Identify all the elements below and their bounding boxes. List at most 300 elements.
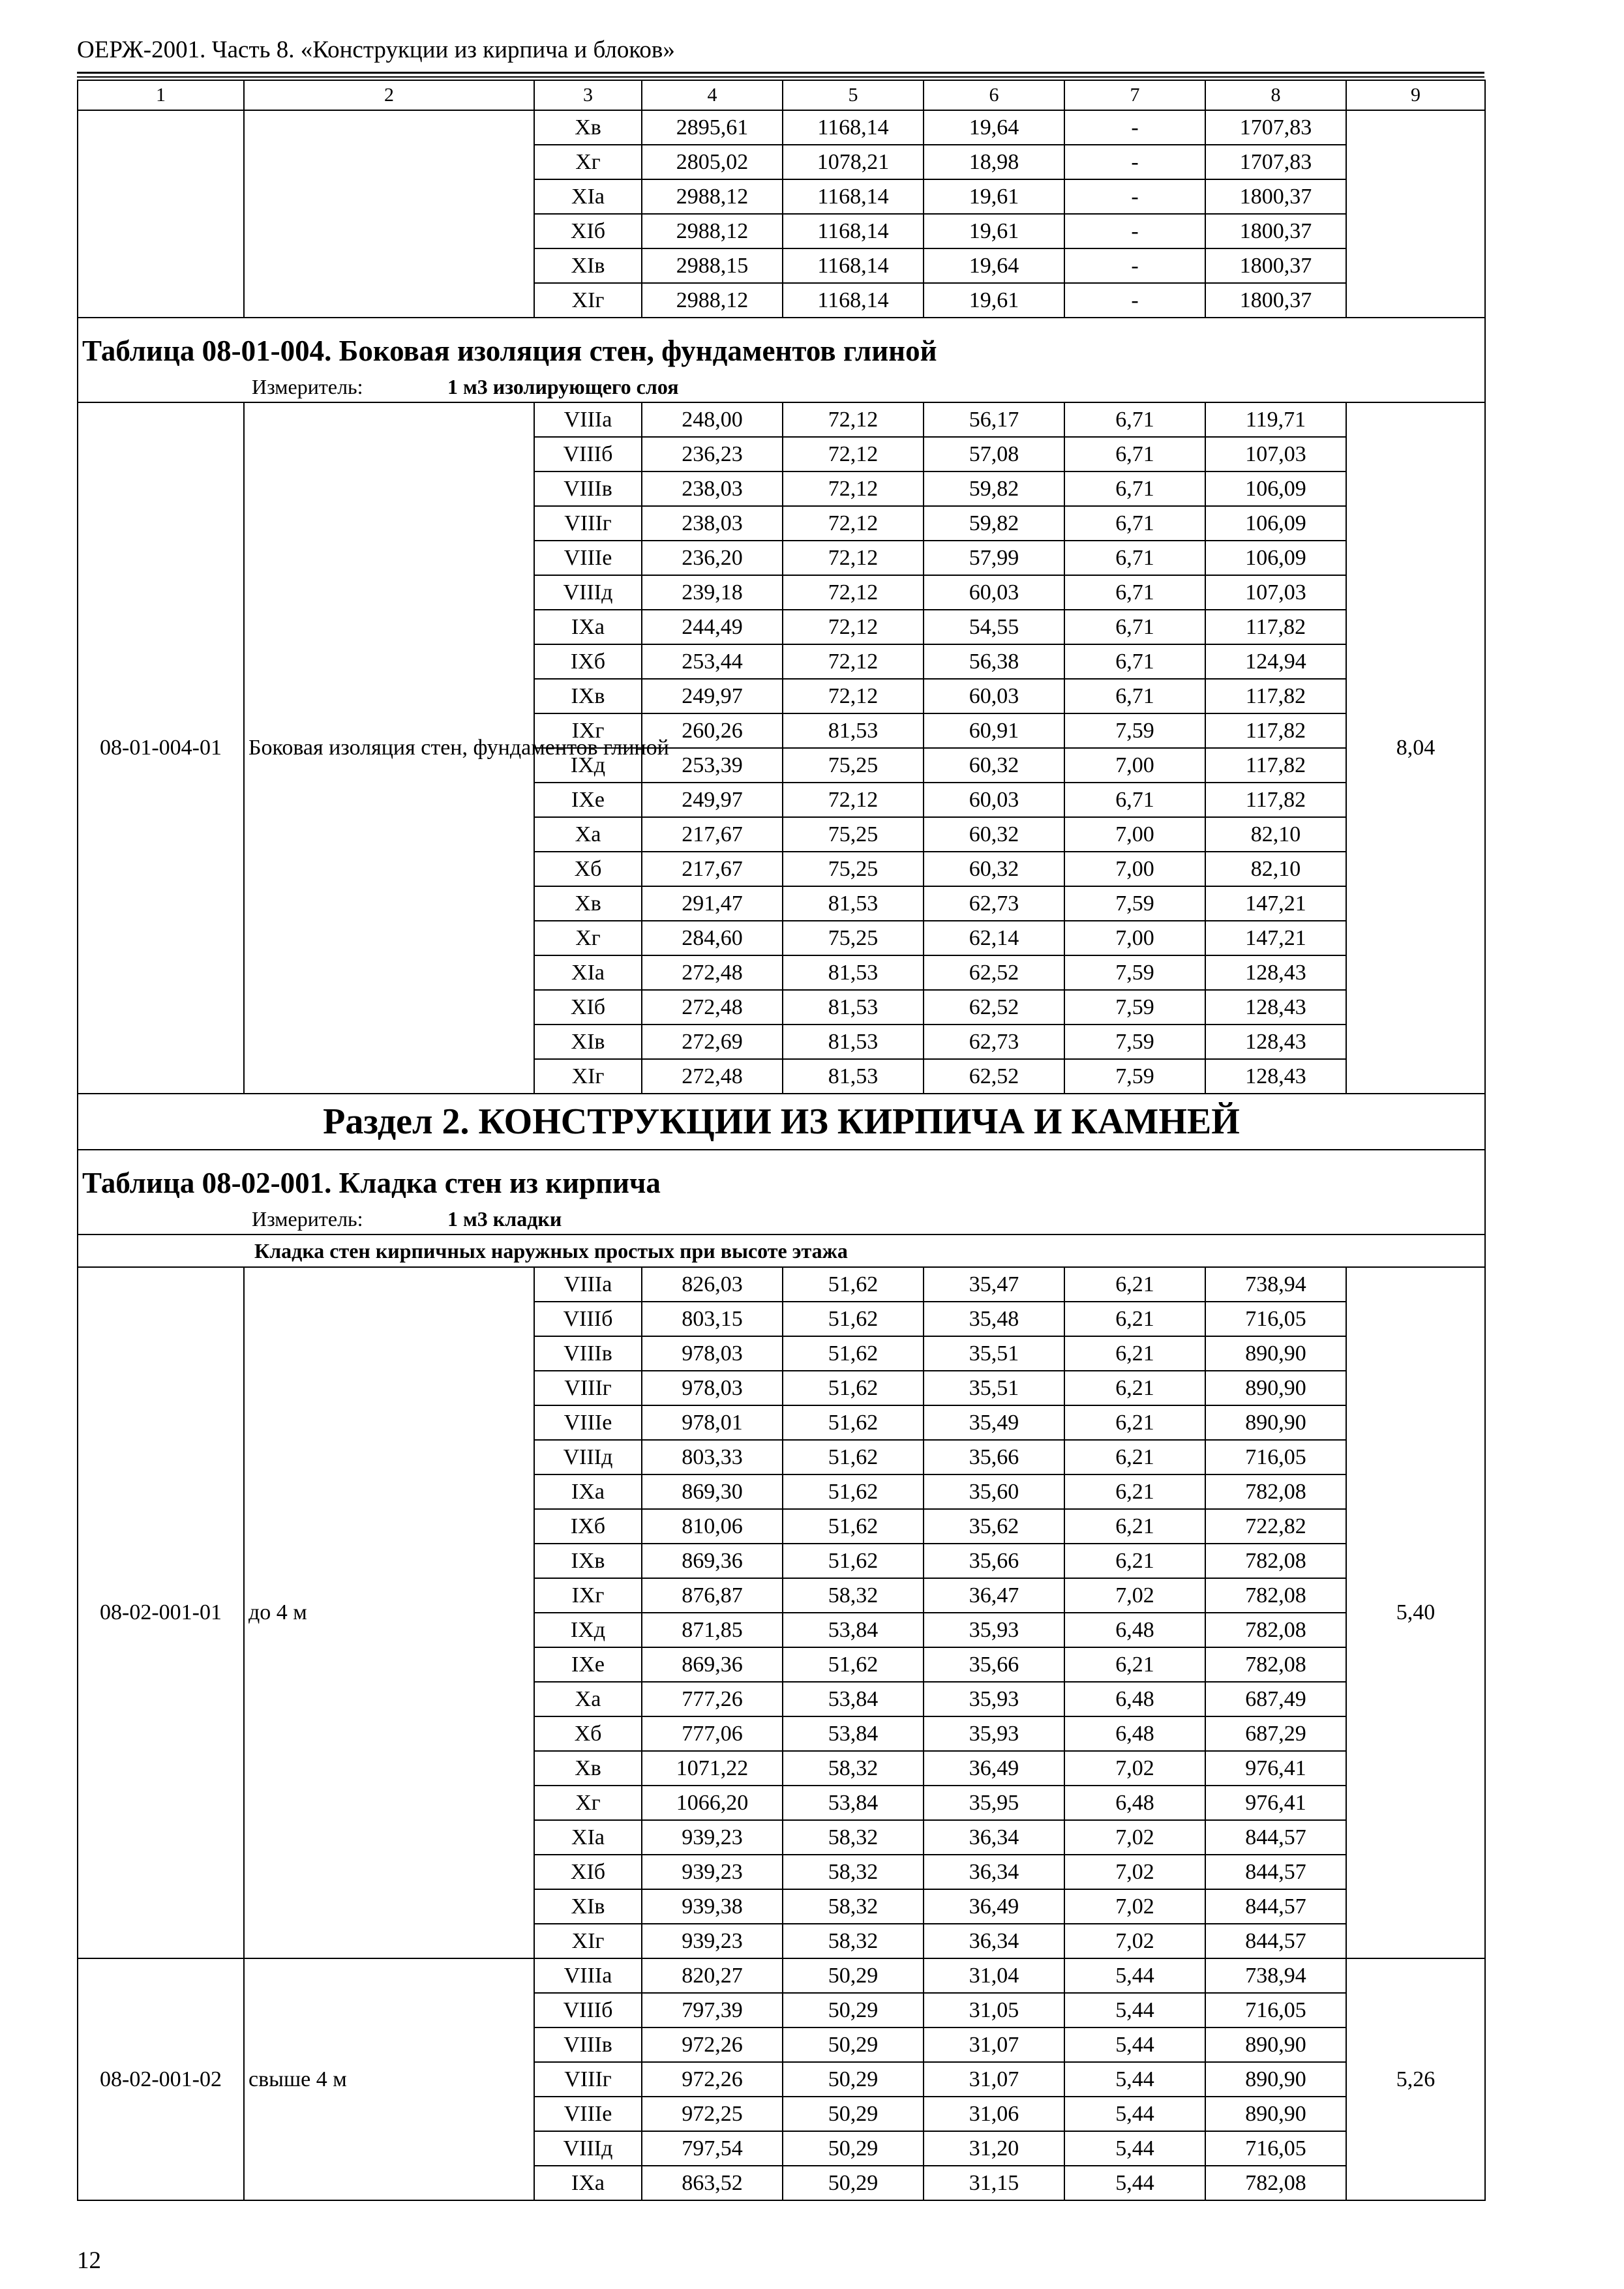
table-cell: 56,38 — [924, 644, 1064, 679]
unit-cell — [78, 372, 1485, 402]
table-cell: 31,15 — [924, 2166, 1064, 2200]
table-cell: 75,25 — [783, 852, 924, 886]
item-name-cell: до 4 м — [244, 1267, 534, 1958]
table-cell: 978,03 — [642, 1336, 783, 1371]
table-cell: 249,97 — [642, 679, 783, 713]
unit-label: Измеритель: — [252, 374, 363, 398]
table-cell: 75,25 — [783, 748, 924, 783]
table-cell: 978,01 — [642, 1405, 783, 1440]
table-cell: 803,33 — [642, 1440, 783, 1474]
table-cell: VIIIа — [534, 1267, 642, 1302]
table-cell: 217,67 — [642, 817, 783, 852]
table-cell: 7,02 — [1064, 1924, 1205, 1958]
table-cell: 72,12 — [783, 575, 924, 610]
table-cell: 82,10 — [1205, 817, 1346, 852]
table-cell: 972,26 — [642, 2062, 783, 2097]
table-cell: 54,55 — [924, 610, 1064, 644]
table-cell: 19,61 — [924, 283, 1064, 318]
item-code-cell: 08-02-001-02 — [78, 1958, 244, 2200]
table-cell: 797,39 — [642, 1993, 783, 2027]
table-cell: 7,00 — [1064, 852, 1205, 886]
table-cell: 35,95 — [924, 1786, 1064, 1820]
table-cell: 31,07 — [924, 2027, 1064, 2062]
table-cell: 31,05 — [924, 1993, 1064, 2027]
table-cell: VIIIг — [534, 2062, 642, 2097]
table-cell: 60,32 — [924, 817, 1064, 852]
table-cell: 60,03 — [924, 679, 1064, 713]
table-cell: Ха — [534, 1682, 642, 1716]
table-cell: 7,00 — [1064, 817, 1205, 852]
table-cell: 5,44 — [1064, 1958, 1205, 1993]
table-cell: Хг — [534, 145, 642, 179]
table-cell: VIIIа — [534, 1958, 642, 1993]
table-cell: 1800,37 — [1205, 283, 1346, 318]
table-cell: 722,82 — [1205, 1509, 1346, 1544]
table-title-row — [78, 318, 1485, 372]
table-cell: 972,25 — [642, 2097, 783, 2131]
table-cell: 62,52 — [924, 1059, 1064, 1094]
table-cell: 238,03 — [642, 506, 783, 541]
table-cell: 35,66 — [924, 1544, 1064, 1578]
table-cell: 782,08 — [1205, 1647, 1346, 1682]
table-cell: 6,21 — [1064, 1302, 1205, 1336]
table-cell: 128,43 — [1205, 1025, 1346, 1059]
table-cell: 60,91 — [924, 713, 1064, 748]
table-cell: 75,25 — [783, 817, 924, 852]
item-code-cell: 08-01-004-01 — [78, 402, 244, 1094]
col9-cell: 8,04 — [1346, 402, 1485, 1094]
table-cell: 6,48 — [1064, 1716, 1205, 1751]
table-cell: 782,08 — [1205, 1613, 1346, 1647]
table-cell: 7,02 — [1064, 1578, 1205, 1613]
table-cell: 253,39 — [642, 748, 783, 783]
table-cell: 6,21 — [1064, 1405, 1205, 1440]
rates-table-body — [78, 80, 1485, 2200]
table-cell: 890,90 — [1205, 1405, 1346, 1440]
table-cell: 7,00 — [1064, 921, 1205, 955]
table-cell: 2988,12 — [642, 214, 783, 248]
table-cell: 35,66 — [924, 1647, 1064, 1682]
item-code-cell: 08-02-001-01 — [78, 1267, 244, 1958]
table-cell: 117,82 — [1205, 783, 1346, 817]
table-cell: 53,84 — [783, 1716, 924, 1751]
table-cell: 939,23 — [642, 1924, 783, 1958]
table-cell: 939,23 — [642, 1855, 783, 1889]
table-cell: 1078,21 — [783, 145, 924, 179]
unit-row — [78, 372, 1485, 402]
table-cell: 51,62 — [783, 1302, 924, 1336]
table-cell: 820,27 — [642, 1958, 783, 1993]
table-cell: 53,84 — [783, 1786, 924, 1820]
table-cell: 844,57 — [1205, 1855, 1346, 1889]
table-cell: 51,62 — [783, 1371, 924, 1405]
table-cell: 6,71 — [1064, 471, 1205, 506]
table-cell: 7,02 — [1064, 1751, 1205, 1786]
table-cell: 260,26 — [642, 713, 783, 748]
table-cell: VIIIв — [534, 1336, 642, 1371]
table-cell: 6,71 — [1064, 437, 1205, 471]
table-cell: 976,41 — [1205, 1786, 1346, 1820]
table-cell: 72,12 — [783, 437, 924, 471]
table-cell: VIIIд — [534, 575, 642, 610]
table-cell: 128,43 — [1205, 1059, 1346, 1094]
table-cell: VIIIв — [534, 471, 642, 506]
table-cell: 36,49 — [924, 1751, 1064, 1786]
table-cell: 7,59 — [1064, 886, 1205, 921]
table-cell: 272,48 — [642, 1059, 783, 1094]
table-cell: 72,12 — [783, 471, 924, 506]
table-cell: ХIа — [534, 1820, 642, 1855]
table-cell: 51,62 — [783, 1440, 924, 1474]
table-cell: 82,10 — [1205, 852, 1346, 886]
table-cell: 291,47 — [642, 886, 783, 921]
table-cell: 58,32 — [783, 1820, 924, 1855]
table-cell: 1707,83 — [1205, 145, 1346, 179]
table-cell: 124,94 — [1205, 644, 1346, 679]
table-cell: 35,93 — [924, 1716, 1064, 1751]
table-cell: 128,43 — [1205, 955, 1346, 990]
table-cell: 36,34 — [924, 1820, 1064, 1855]
item-name-cell: Боковая изоляция стен, фундаментов глиной — [244, 402, 534, 1094]
table-cell: 51,62 — [783, 1336, 924, 1371]
column-number: 7 — [1064, 80, 1205, 110]
table-cell: 53,84 — [783, 1682, 924, 1716]
table-cell: 35,48 — [924, 1302, 1064, 1336]
table-cell: 59,82 — [924, 506, 1064, 541]
table-cell: 1707,83 — [1205, 110, 1346, 145]
table-cell: 777,26 — [642, 1682, 783, 1716]
table-cell: 106,09 — [1205, 506, 1346, 541]
item-name-cell: свыше 4 м — [244, 1958, 534, 2200]
table-cell: 716,05 — [1205, 1440, 1346, 1474]
table-cell: 6,71 — [1064, 402, 1205, 437]
table-cell: 31,07 — [924, 2062, 1064, 2097]
table-cell: 5,44 — [1064, 2027, 1205, 2062]
table-cell: 844,57 — [1205, 1820, 1346, 1855]
table-cell: IХа — [534, 610, 642, 644]
table-cell: 51,62 — [783, 1405, 924, 1440]
table-cell: 782,08 — [1205, 1544, 1346, 1578]
table-cell: Хг — [534, 921, 642, 955]
table-cell: 58,32 — [783, 1751, 924, 1786]
table-cell: 716,05 — [1205, 1993, 1346, 2027]
table-cell: 890,90 — [1205, 2062, 1346, 2097]
table-cell: 782,08 — [1205, 1578, 1346, 1613]
table-cell: 1071,22 — [642, 1751, 783, 1786]
table-cell: ХIб — [534, 1855, 642, 1889]
table-cell: 1168,14 — [783, 248, 924, 283]
table-cell: 869,30 — [642, 1474, 783, 1509]
table-cell: - — [1064, 248, 1205, 283]
table-cell: 117,82 — [1205, 610, 1346, 644]
table-cell: 7,59 — [1064, 955, 1205, 990]
column-number: 6 — [924, 80, 1064, 110]
table-cell: 869,36 — [642, 1544, 783, 1578]
table-cell: 217,67 — [642, 852, 783, 886]
table-cell: 35,93 — [924, 1613, 1064, 1647]
table-cell: 58,32 — [783, 1889, 924, 1924]
table-cell: 19,61 — [924, 214, 1064, 248]
table-cell: IХб — [534, 1509, 642, 1544]
table-cell: 72,12 — [783, 679, 924, 713]
table-cell: 244,49 — [642, 610, 783, 644]
table-cell: 869,36 — [642, 1647, 783, 1682]
table-row — [78, 1958, 1485, 1993]
table-cell: 147,21 — [1205, 921, 1346, 955]
table-cell: 1168,14 — [783, 283, 924, 318]
table-cell: 236,20 — [642, 541, 783, 575]
table-cell: 238,03 — [642, 471, 783, 506]
subheading-row — [78, 1234, 1485, 1267]
table-cell: 7,59 — [1064, 1059, 1205, 1094]
column-number: 5 — [783, 80, 924, 110]
table-cell: 797,54 — [642, 2131, 783, 2166]
table-cell: 35,93 — [924, 1682, 1064, 1716]
table-cell: ХIв — [534, 1025, 642, 1059]
table-cell: 1800,37 — [1205, 214, 1346, 248]
table-cell: IХг — [534, 713, 642, 748]
table-cell: 35,62 — [924, 1509, 1064, 1544]
table-cell: 976,41 — [1205, 1751, 1346, 1786]
table-cell: 59,82 — [924, 471, 1064, 506]
table-cell: 236,23 — [642, 437, 783, 471]
table-cell: 844,57 — [1205, 1889, 1346, 1924]
col9-cell: 5,40 — [1346, 1267, 1485, 1958]
header-rule — [77, 72, 1484, 74]
table-cell: IХе — [534, 1647, 642, 1682]
table-cell: 75,25 — [783, 921, 924, 955]
table-title-row — [78, 1150, 1485, 1204]
table-cell: 31,06 — [924, 2097, 1064, 2131]
table-cell: 128,43 — [1205, 990, 1346, 1025]
table-cell: 19,64 — [924, 110, 1064, 145]
table-cell: 6,21 — [1064, 1267, 1205, 1302]
table-cell: Хб — [534, 1716, 642, 1751]
table-cell: 72,12 — [783, 783, 924, 817]
table-cell: 810,06 — [642, 1509, 783, 1544]
table-cell: 53,84 — [783, 1613, 924, 1647]
table-cell: 5,44 — [1064, 2097, 1205, 2131]
table-cell: 1168,14 — [783, 179, 924, 214]
table-cell: 716,05 — [1205, 1302, 1346, 1336]
table-cell: 7,02 — [1064, 1855, 1205, 1889]
page-number: 12 — [77, 2247, 101, 2274]
table-cell: 19,64 — [924, 248, 1064, 283]
table-cell: ХIг — [534, 283, 642, 318]
table-cell: VIIIб — [534, 1993, 642, 2027]
table-cell: 117,82 — [1205, 748, 1346, 783]
table-cell: Хв — [534, 110, 642, 145]
table-cell: 890,90 — [1205, 1371, 1346, 1405]
unit-value: 1 м3 кладки — [447, 1206, 562, 1231]
table-cell: VIIIд — [534, 2131, 642, 2166]
table-cell: 272,69 — [642, 1025, 783, 1059]
empty-cell — [78, 110, 244, 318]
column-number: 4 — [642, 80, 783, 110]
table-cell: 119,71 — [1205, 402, 1346, 437]
table-cell: 6,71 — [1064, 679, 1205, 713]
table-cell: 35,51 — [924, 1336, 1064, 1371]
table-cell: 57,99 — [924, 541, 1064, 575]
unit-cell — [78, 1204, 1485, 1234]
table-cell: 6,21 — [1064, 1509, 1205, 1544]
table-cell: 72,12 — [783, 541, 924, 575]
table-cell: 51,62 — [783, 1509, 924, 1544]
table-cell: 57,08 — [924, 437, 1064, 471]
table-cell: - — [1064, 283, 1205, 318]
table-cell: 62,14 — [924, 921, 1064, 955]
column-number: 8 — [1205, 80, 1346, 110]
table-cell: 107,03 — [1205, 575, 1346, 610]
table-cell: 51,62 — [783, 1474, 924, 1509]
table-cell: 6,48 — [1064, 1786, 1205, 1820]
table-cell: 2895,61 — [642, 110, 783, 145]
table-cell: 107,03 — [1205, 437, 1346, 471]
table-cell: 50,29 — [783, 2097, 924, 2131]
table-cell: 5,44 — [1064, 2062, 1205, 2097]
table-cell: 117,82 — [1205, 713, 1346, 748]
table-row — [78, 1267, 1485, 1302]
table-cell: IХа — [534, 1474, 642, 1509]
table-cell: 844,57 — [1205, 1924, 1346, 1958]
table-cell: 60,03 — [924, 783, 1064, 817]
table-cell: 50,29 — [783, 1958, 924, 1993]
table-cell: 51,62 — [783, 1647, 924, 1682]
table-cell: 6,71 — [1064, 541, 1205, 575]
table-cell: 6,21 — [1064, 1544, 1205, 1578]
table-row — [78, 402, 1485, 437]
table-cell: 6,71 — [1064, 506, 1205, 541]
table-cell: 60,32 — [924, 852, 1064, 886]
table-cell: 890,90 — [1205, 2027, 1346, 2062]
table-cell: 147,21 — [1205, 886, 1346, 921]
table-cell: 716,05 — [1205, 2131, 1346, 2166]
rates-table — [77, 80, 1486, 2201]
table-cell: 72,12 — [783, 506, 924, 541]
table-cell: 876,87 — [642, 1578, 783, 1613]
table-cell: 56,17 — [924, 402, 1064, 437]
table-cell: VIIIе — [534, 2097, 642, 2131]
table-cell: 6,71 — [1064, 575, 1205, 610]
page-header: ОЕРЖ-2001. Часть 8. «Конструкции из кирпича и блоков» — [77, 37, 675, 63]
table-cell: VIIIе — [534, 541, 642, 575]
table-cell: 36,34 — [924, 1855, 1064, 1889]
table-cell: 19,61 — [924, 179, 1064, 214]
table-cell: 687,29 — [1205, 1716, 1346, 1751]
table-cell: Хв — [534, 886, 642, 921]
table-cell: 972,26 — [642, 2027, 783, 2062]
table-cell: 31,20 — [924, 2131, 1064, 2166]
table-cell: IХе — [534, 783, 642, 817]
table-cell: IХг — [534, 1578, 642, 1613]
table-cell: IХд — [534, 748, 642, 783]
table-cell: IХб — [534, 644, 642, 679]
table-cell: 62,73 — [924, 1025, 1064, 1059]
table-cell: VIIIа — [534, 402, 642, 437]
table-cell: 106,09 — [1205, 471, 1346, 506]
table-cell: VIIIе — [534, 1405, 642, 1440]
table-cell: Хб — [534, 852, 642, 886]
table-cell: ХIг — [534, 1059, 642, 1094]
table-cell: 18,98 — [924, 145, 1064, 179]
table-cell: 81,53 — [783, 886, 924, 921]
header-rule-thin — [77, 76, 1484, 78]
table-cell: 777,06 — [642, 1716, 783, 1751]
column-number: 9 — [1346, 80, 1485, 110]
table-cell: 939,23 — [642, 1820, 783, 1855]
unit-value: 1 м3 изолирующего слоя — [447, 374, 679, 398]
table-cell: 60,32 — [924, 748, 1064, 783]
table-cell: 117,82 — [1205, 679, 1346, 713]
subheading: Кладка стен кирпичных наружных простых при высоте этажа — [78, 1234, 1485, 1267]
empty-cell — [244, 110, 534, 318]
table-cell: 81,53 — [783, 1025, 924, 1059]
table-cell: 2988,12 — [642, 179, 783, 214]
table-cell: 72,12 — [783, 402, 924, 437]
table-title: Таблица 08-01-004. Боковая изоляция стен, фундаментов глиной — [78, 318, 1485, 372]
table-cell: 803,15 — [642, 1302, 783, 1336]
table-cell: 6,71 — [1064, 644, 1205, 679]
table-cell: 7,59 — [1064, 990, 1205, 1025]
table-cell: VIIIд — [534, 1440, 642, 1474]
table-cell: 62,52 — [924, 955, 1064, 990]
section-title: Раздел 2. КОНСТРУКЦИИ ИЗ КИРПИЧА И КАМНЕЙ — [78, 1094, 1485, 1150]
table-cell: 5,44 — [1064, 2131, 1205, 2166]
table-cell: 6,21 — [1064, 1474, 1205, 1509]
table-cell: 6,71 — [1064, 783, 1205, 817]
table-cell: - — [1064, 145, 1205, 179]
table-cell: IХв — [534, 1544, 642, 1578]
table-cell: 50,29 — [783, 1993, 924, 2027]
table-cell: 36,47 — [924, 1578, 1064, 1613]
table-cell: ХIб — [534, 990, 642, 1025]
table-cell: 35,51 — [924, 1371, 1064, 1405]
table-cell: Хв — [534, 1751, 642, 1786]
table-cell: 6,21 — [1064, 1647, 1205, 1682]
table-cell: 7,02 — [1064, 1889, 1205, 1924]
table-cell: 35,60 — [924, 1474, 1064, 1509]
unit-label: Измеритель: — [252, 1206, 363, 1231]
table-cell: 284,60 — [642, 921, 783, 955]
table-cell: 687,49 — [1205, 1682, 1346, 1716]
table-cell: 738,94 — [1205, 1267, 1346, 1302]
table-cell: 60,03 — [924, 575, 1064, 610]
table-cell: 7,59 — [1064, 1025, 1205, 1059]
section-heading-row — [78, 1094, 1485, 1150]
table-cell: 939,38 — [642, 1889, 783, 1924]
table-cell: 6,21 — [1064, 1371, 1205, 1405]
table-cell: IХв — [534, 679, 642, 713]
table-cell: 81,53 — [783, 990, 924, 1025]
table-cell: 72,12 — [783, 644, 924, 679]
table-cell: 81,53 — [783, 713, 924, 748]
table-cell: ХIв — [534, 248, 642, 283]
table-cell: 58,32 — [783, 1578, 924, 1613]
table-cell: 253,44 — [642, 644, 783, 679]
table-cell: 62,52 — [924, 990, 1064, 1025]
table-cell: 50,29 — [783, 2062, 924, 2097]
table-cell: 6,48 — [1064, 1613, 1205, 1647]
table-cell: 72,12 — [783, 610, 924, 644]
column-number: 3 — [534, 80, 642, 110]
table-cell: 782,08 — [1205, 1474, 1346, 1509]
table-cell: ХIа — [534, 955, 642, 990]
table-cell: VIIIг — [534, 506, 642, 541]
table-cell: 863,52 — [642, 2166, 783, 2200]
table-cell: 6,21 — [1064, 1440, 1205, 1474]
column-number: 2 — [244, 80, 534, 110]
table-title: Таблица 08-02-001. Кладка стен из кирпича — [78, 1150, 1485, 1204]
